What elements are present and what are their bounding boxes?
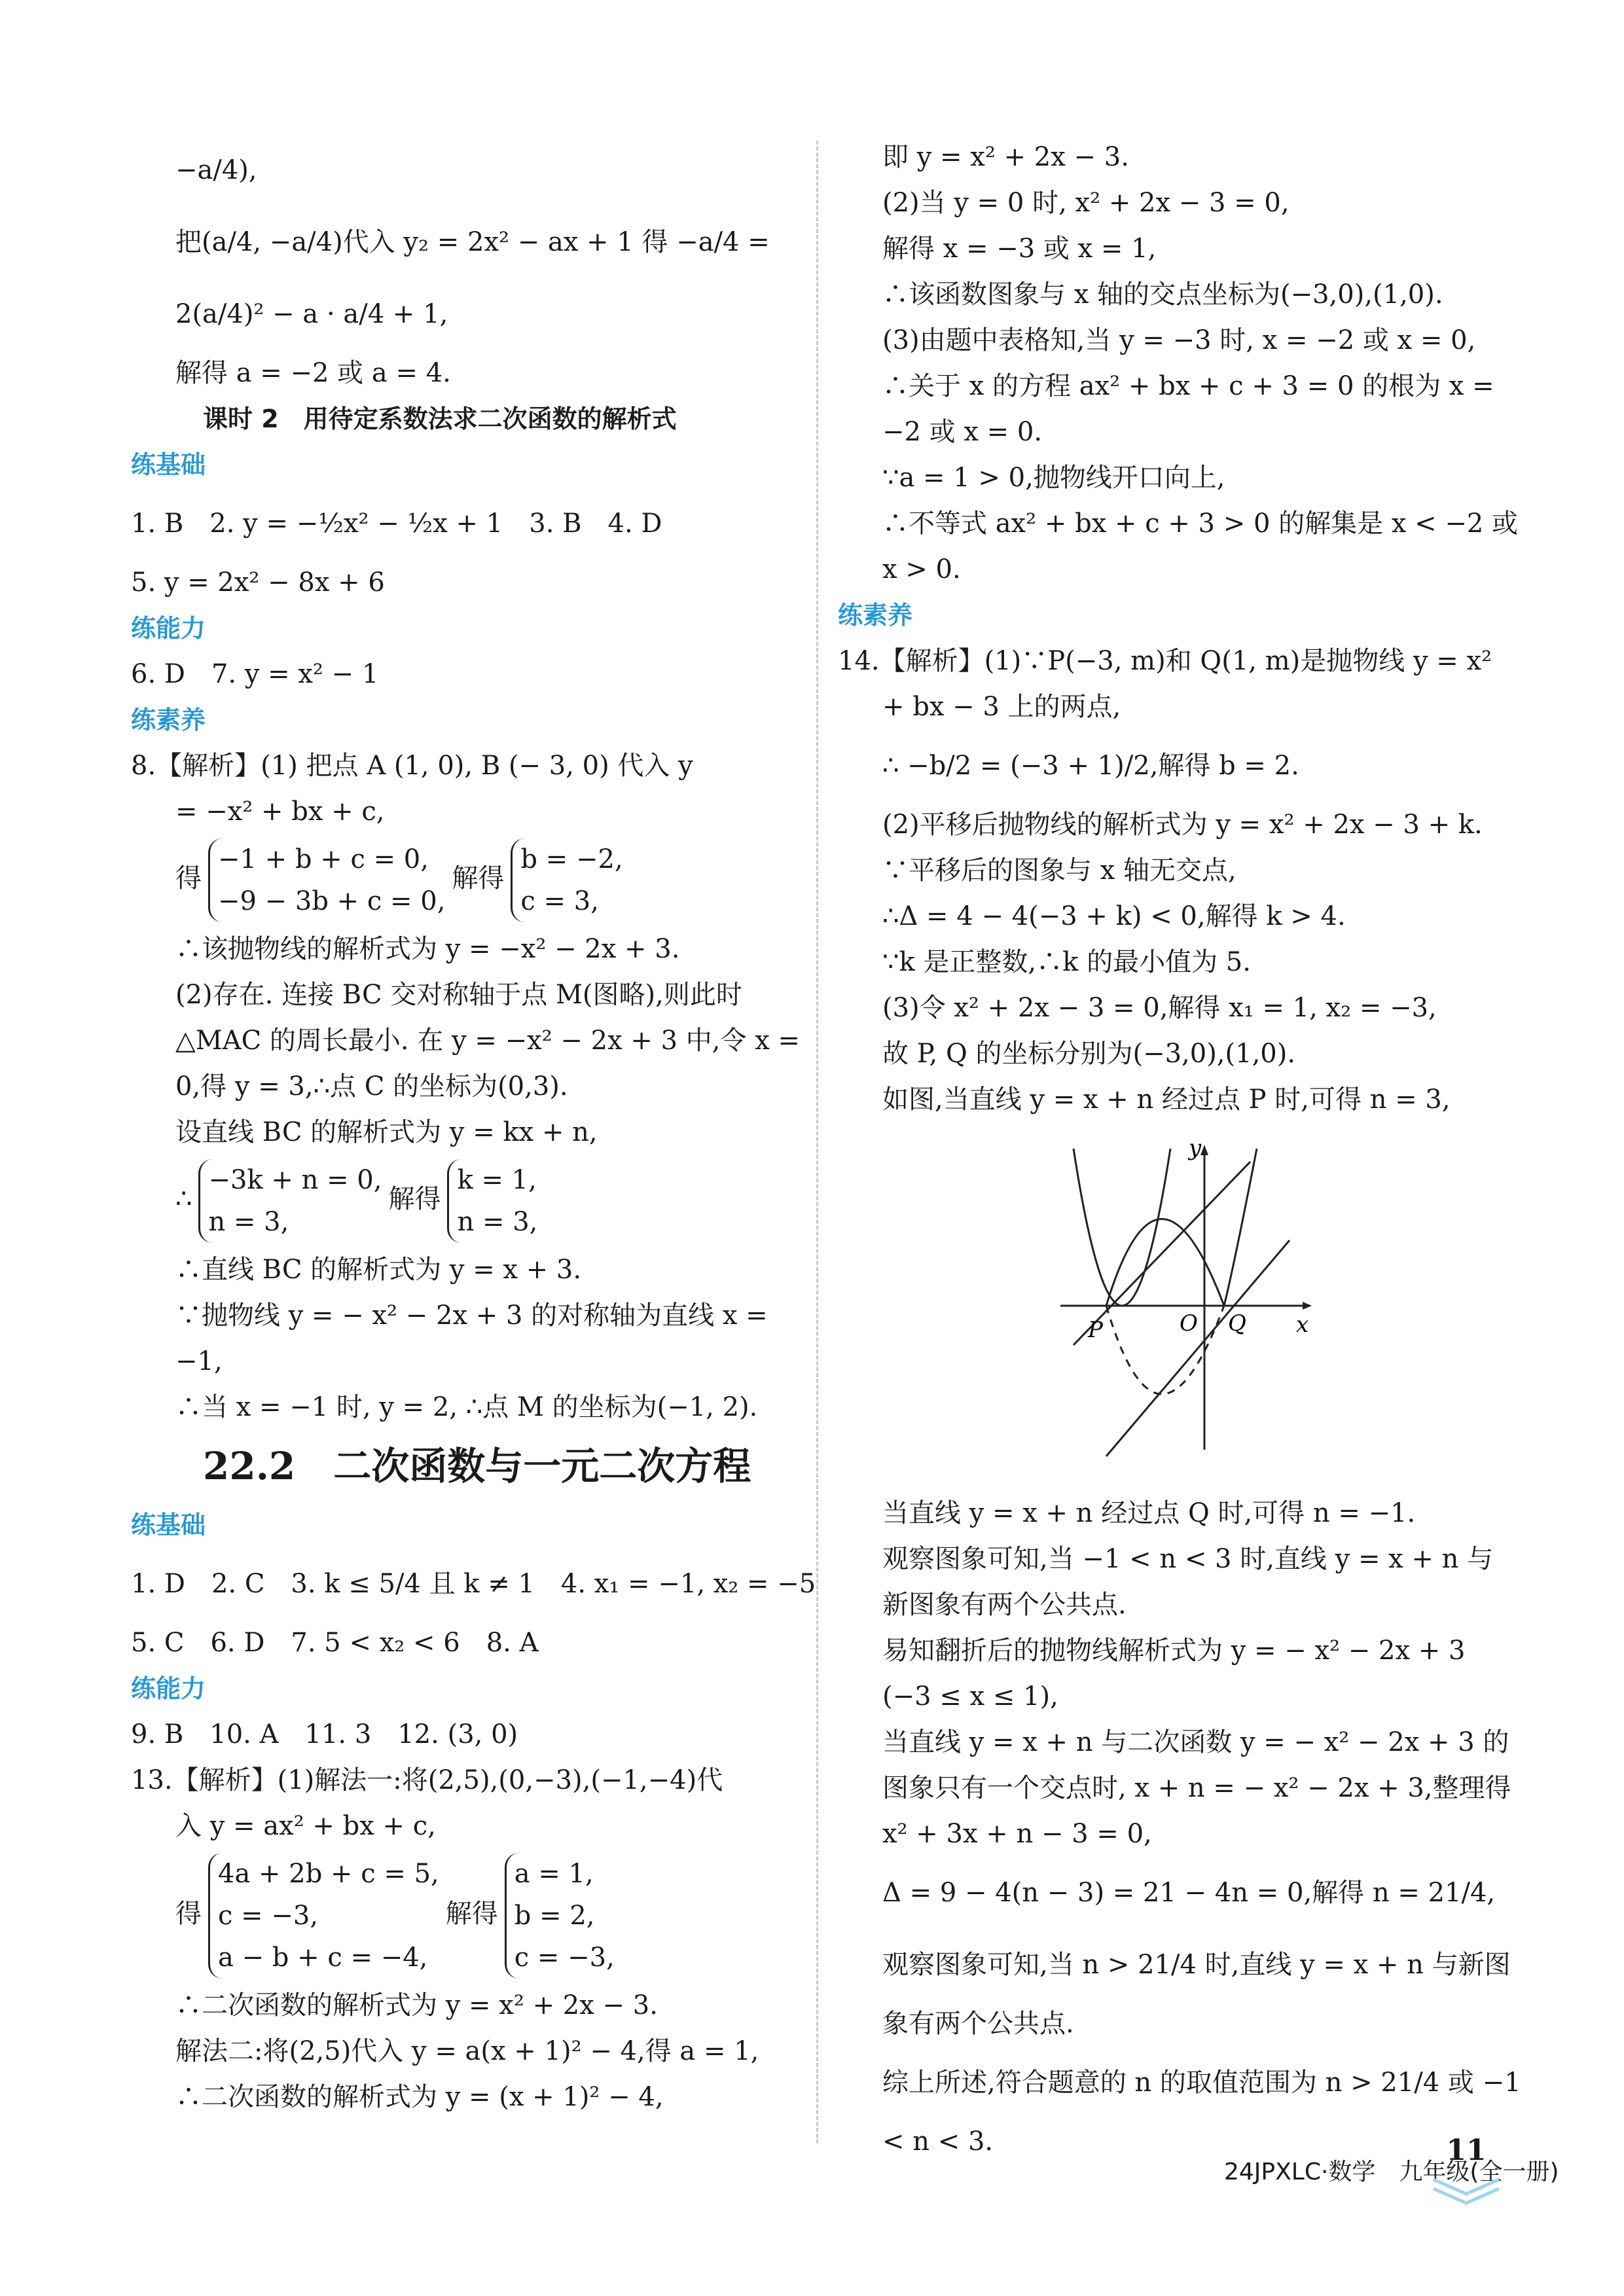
answer-line: 1. D 2. C 3. k ≤ 5/4 且 k ≠ 1 4. x₁ = −1, x₂ = −5 <box>131 1569 816 1599</box>
system-eq: a = 1, <box>514 1859 594 1889</box>
column-divider <box>816 141 818 2144</box>
text-line: ∴ −b/2 = (−3 + 1)/2,解得 b = 2. <box>882 751 1299 781</box>
footer-text: 24JPXLC·数学 九年级(全一册) <box>1224 2159 1559 2185</box>
line-through-q <box>1106 1240 1290 1456</box>
text-line: 8.【解析】(1) 把点 A (1, 0), B (− 3, 0) 代入 y <box>131 751 693 781</box>
answer-line: 1. B 2. y = −½x² − ½x + 1 3. B 4. D <box>131 509 662 539</box>
text-line: ∴二次函数的解析式为 y = x² + 2x − 3. <box>175 1990 658 2020</box>
text-line: ∴当 x = −1 时, y = 2, ∴点 M 的坐标为(−1, 2). <box>175 1392 758 1422</box>
text-line: (3)由题中表格知,当 y = −3 时, x = −2 或 x = 0, <box>882 325 1476 355</box>
answer-line: 9. B 10. A 11. 3 12. (3, 0) <box>131 1719 518 1749</box>
system-eq: k = 1, <box>457 1165 537 1195</box>
label-o: O <box>1180 1310 1198 1336</box>
lesson-heading: 课时 2 用待定系数法求二次函数的解析式 <box>203 404 677 433</box>
system-eq: −3k + n = 0, <box>208 1165 382 1195</box>
text-line: ∵k 是正整数,∴k 的最小值为 5. <box>882 947 1251 977</box>
section-heading: 练基础 <box>131 450 206 479</box>
equation-system <box>131 838 799 922</box>
system-mid: 解得 <box>388 1184 441 1214</box>
text-line: (−3 ≤ x ≤ 1), <box>882 1681 1058 1712</box>
system-eq: c = −3, <box>218 1901 319 1931</box>
system-brace <box>208 838 445 922</box>
text-line: 故 P, Q 的坐标分别为(−3,0),(1,0). <box>882 1039 1296 1069</box>
system-eq: a − b + c = −4, <box>218 1943 428 1973</box>
left-column <box>131 134 816 2120</box>
system-eq: n = 3, <box>208 1207 289 1237</box>
chapter-title: 22.2 二次函数与一元二次方程 <box>203 1444 751 1488</box>
text-line: Δ = 9 − 4(n − 3) = 21 − 4n = 0,解得 n = 21/4, <box>882 1878 1496 1908</box>
system-brace <box>511 838 623 922</box>
text-line: 设直线 BC 的解析式为 y = kx + n, <box>175 1117 598 1147</box>
system-prefix: ∴ <box>175 1184 192 1214</box>
y-axis-arrow <box>1200 1145 1208 1155</box>
text-line: 新图象有两个公共点. <box>882 1590 1127 1620</box>
answer-line: 5. y = 2x² − 8x + 6 <box>131 567 385 598</box>
page-number: 11 <box>1446 2134 1487 2167</box>
system-mid: 解得 <box>452 863 505 893</box>
text-line: ∵抛物线 y = − x² − 2x + 3 的对称轴为直线 x = <box>175 1300 768 1331</box>
system-brace <box>198 1159 382 1243</box>
system-prefix: 得 <box>175 1899 202 1929</box>
system-eq: b = 2, <box>514 1901 595 1931</box>
text-line: = −x² + bx + c, <box>175 797 385 827</box>
text-line: 2(a/4)² − a · a/4 + 1, <box>175 299 448 329</box>
text-line: ∴Δ = 4 − 4(−3 + k) < 0,解得 k > 4. <box>882 901 1346 931</box>
text-line: ∴关于 x 的方程 ax² + bx + c + 3 = 0 的根为 x = <box>882 371 1494 401</box>
system-mid: 解得 <box>445 1899 498 1929</box>
equation-system <box>131 1853 799 1979</box>
system-eq: c = 3, <box>520 886 599 916</box>
system-brace <box>505 1853 615 1979</box>
answer-line: 6. D 7. y = x² − 1 <box>131 659 379 689</box>
text-line: x² + 3x + n − 3 = 0, <box>882 1819 1152 1849</box>
answer-line: 5. C 6. D 7. 5 < x₂ < 6 8. A <box>131 1628 539 1658</box>
parabola-figure <box>1060 1136 1506 1477</box>
text-line: 图象只有一个交点时, x + n = − x² − 2x + 3,整理得 <box>882 1773 1511 1803</box>
text-line: 即 y = x² + 2x − 3. <box>882 142 1129 172</box>
section-heading: 练素养 <box>131 706 206 734</box>
text-line: (2)平移后抛物线的解析式为 y = x² + 2x − 3 + k. <box>882 810 1483 840</box>
text-line: 如图,当直线 y = x + n 经过点 P 时,可得 n = 3, <box>882 1085 1451 1115</box>
text-line: △MAC 的周长最小. 在 y = −x² − 2x + 3 中,令 x = <box>175 1026 801 1056</box>
label-y: y <box>1189 1136 1202 1161</box>
parabola-dashed <box>1106 1306 1224 1394</box>
text-line: 13.【解析】(1)解法一:将(2,5),(0,−3),(−1,−4)代 <box>131 1765 723 1795</box>
text-line: (3)令 x² + 2x − 3 = 0,解得 x₁ = 1, x₂ = −3, <box>882 993 1437 1023</box>
text-line: 观察图象可知,当 −1 < n < 3 时,直线 y = x + n 与 <box>882 1544 1494 1574</box>
system-eq: −1 + b + c = 0, <box>218 844 429 874</box>
text-line: x > 0. <box>882 554 961 584</box>
text-line: (2)存在. 连接 BC 交对称轴于点 M(图略),则此时 <box>175 980 742 1010</box>
system-eq: c = −3, <box>514 1943 615 1973</box>
text-line: −1, <box>175 1346 223 1376</box>
text-line: ∵a = 1 > 0,抛物线开口向上, <box>882 463 1225 493</box>
label-q: Q <box>1228 1310 1246 1336</box>
text-line: −2 或 x = 0. <box>882 417 1043 447</box>
text-line: 14.【解析】(1)∵P(−3, m)和 Q(1, m)是抛物线 y = x² <box>838 646 1492 676</box>
text-line: 综上所述,符合题意的 n 的取值范围为 n > 21/4 或 −1 <box>882 2068 1521 2098</box>
text-line: ∴直线 BC 的解析式为 y = x + 3. <box>175 1255 582 1285</box>
section-heading: 练素养 <box>838 601 913 630</box>
page-number-badge <box>1427 2134 1506 2206</box>
text-line: ∴不等式 ax² + bx + c + 3 > 0 的解集是 x < −2 或 <box>882 509 1519 539</box>
system-eq: n = 3, <box>457 1207 538 1237</box>
system-eq: −9 − 3b + c = 0, <box>218 886 446 916</box>
label-x: x <box>1296 1312 1309 1338</box>
text-line: 当直线 y = x + n 经过点 Q 时,可得 n = −1. <box>882 1498 1416 1528</box>
equation-system <box>131 1159 799 1243</box>
system-eq: 4a + 2b + c = 5, <box>218 1859 439 1889</box>
text-line: 观察图象可知,当 n > 21/4 时,直线 y = x + n 与新图 <box>882 1950 1511 1980</box>
text-line: 入 y = ax² + bx + c, <box>175 1811 436 1841</box>
text-line: 0,得 y = 3,∴点 C 的坐标为(0,3). <box>175 1071 568 1102</box>
text-line: 解得 a = −2 或 a = 4. <box>175 358 451 388</box>
text-line: ∴该抛物线的解析式为 y = −x² − 2x + 3. <box>175 934 680 964</box>
system-brace <box>447 1159 537 1243</box>
text-line: ∴该函数图象与 x 轴的交点坐标为(−3,0),(1,0). <box>882 279 1443 310</box>
text-line: 解得 x = −3 或 x = 1, <box>882 234 1157 264</box>
right-column <box>838 134 1521 2164</box>
text-line: (2)当 y = 0 时, x² + 2x − 3 = 0, <box>882 188 1290 218</box>
text-line: 把(a/4, −a/4)代入 y₂ = 2x² − ax + 1 得 −a/4 = <box>175 227 770 257</box>
system-eq: b = −2, <box>520 844 623 874</box>
system-brace <box>208 1853 439 1979</box>
parabola-original <box>1074 1149 1170 1306</box>
text-line: 象有两个公共点. <box>882 2009 1074 2039</box>
text-line: ∵平移后的图象与 x 轴无交点, <box>882 855 1236 886</box>
text-line: ∴二次函数的解析式为 y = (x + 1)² − 4, <box>175 2082 664 2112</box>
label-p: P <box>1088 1317 1103 1343</box>
section-heading: 练能力 <box>131 1674 206 1703</box>
x-axis-arrow <box>1303 1302 1312 1310</box>
text-line: 易知翻折后的抛物线解析式为 y = − x² − 2x + 3 <box>882 1636 1466 1666</box>
text-line: 解法二:将(2,5)代入 y = a(x + 1)² − 4,得 a = 1, <box>175 2036 759 2066</box>
text-line: + bx − 3 上的两点, <box>882 692 1121 722</box>
section-heading: 练能力 <box>131 614 206 643</box>
system-prefix: 得 <box>175 863 202 893</box>
section-heading: 练基础 <box>131 1511 206 1539</box>
text-line: < n < 3. <box>882 2126 994 2157</box>
graph-svg <box>1060 1136 1322 1463</box>
text-line: −a/4), <box>175 155 257 185</box>
text-line: 当直线 y = x + n 与二次函数 y = − x² − 2x + 3 的 <box>882 1727 1509 1757</box>
